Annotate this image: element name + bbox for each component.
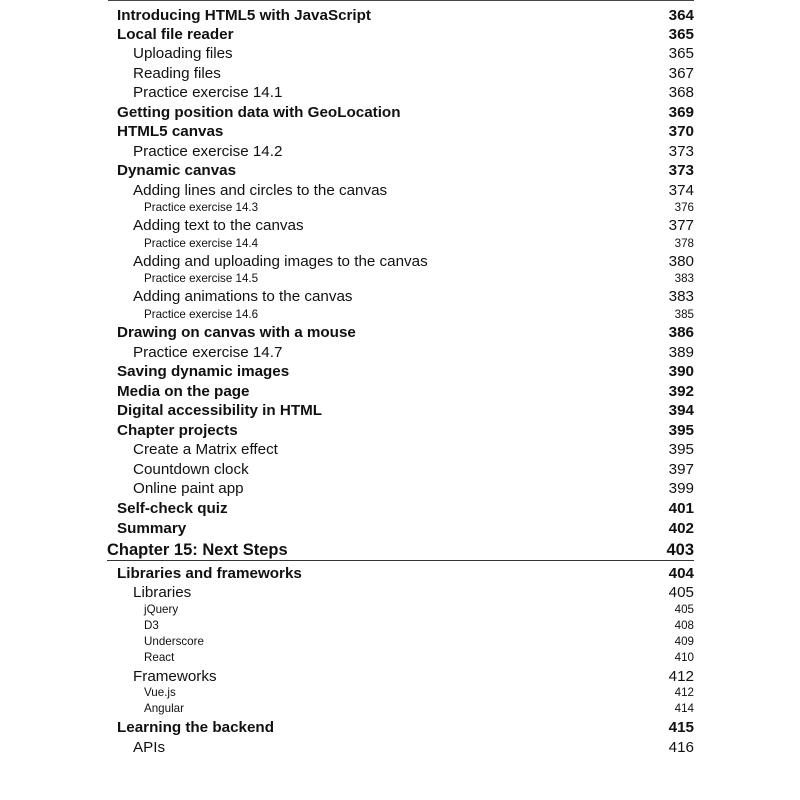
toc-entry-title: Countdown clock (133, 461, 249, 479)
toc-subsubsection-entry[interactable] (144, 703, 694, 715)
toc-entry-page: 385 (674, 308, 694, 322)
toc-entry-title: Saving dynamic images (117, 363, 290, 381)
toc-subsection-entry[interactable] (133, 585, 694, 600)
toc-subsection-entry[interactable] (133, 442, 694, 457)
toc-entry-page: 401 (668, 500, 694, 518)
toc-section-entry[interactable] (117, 720, 694, 735)
toc-entry-page: 378 (674, 237, 694, 251)
toc-entry-title: Chapter 15: Next Steps (107, 541, 288, 560)
toc-section-entry[interactable] (117, 501, 694, 516)
chapter-divider (107, 560, 694, 561)
toc-entry-page: 392 (668, 383, 694, 401)
toc-entry-page: 412 (668, 668, 694, 686)
toc-entry-page: 397 (668, 461, 694, 479)
toc-section-entry[interactable] (117, 403, 694, 418)
toc-entry-page: 364 (668, 7, 694, 25)
toc-entry-page: 399 (668, 480, 694, 498)
toc-entry-title: Create a Matrix effect (133, 441, 278, 459)
toc-entry-title: Digital accessibility in HTML (117, 402, 323, 420)
toc-entry-title: jQuery (144, 603, 179, 617)
toc-entry-title: Adding text to the canvas (133, 217, 304, 235)
toc-entry-title: Adding animations to the canvas (133, 288, 353, 306)
toc-entry-title: Learning the backend (117, 719, 274, 737)
toc-entry-page: 380 (668, 253, 694, 271)
toc-entry-page: 368 (668, 84, 694, 102)
toc-entry-title: Online paint app (133, 480, 244, 498)
top-divider (108, 0, 694, 1)
toc-entry-title: Libraries (133, 584, 192, 602)
toc-entry-page: 410 (674, 651, 694, 665)
toc-entry-page: 415 (668, 719, 694, 737)
toc-section-entry[interactable] (117, 364, 694, 379)
toc-entry-page: 365 (668, 26, 694, 44)
toc-subsection-entry[interactable] (133, 669, 694, 684)
toc-entry-title: Practice exercise 14.1 (133, 84, 283, 102)
toc-entry-title: Practice exercise 14.3 (144, 201, 259, 215)
toc-entry-page: 374 (668, 182, 694, 200)
toc-subsection-entry[interactable] (133, 345, 694, 360)
toc-entry-title: Self-check quiz (117, 500, 228, 518)
toc-entry-page: 414 (674, 702, 694, 716)
toc-entry-title: APIs (133, 739, 166, 757)
toc-subsubsection-entry[interactable] (144, 620, 694, 632)
toc-entry-page: 386 (668, 324, 694, 342)
toc-section-entry[interactable] (117, 521, 694, 536)
toc-entry-title: Practice exercise 14.6 (144, 308, 259, 322)
toc-section-entry[interactable] (117, 566, 694, 581)
toc-entry-title: Reading files (133, 65, 221, 83)
toc-subsubsection-entry[interactable] (144, 636, 694, 648)
toc-entry-title: Getting position data with GeoLocation (117, 104, 401, 122)
toc-section-entry[interactable] (117, 384, 694, 399)
toc-entry-page: 390 (668, 363, 694, 381)
toc-section-entry[interactable] (117, 8, 694, 23)
toc-subsection-entry[interactable] (133, 85, 694, 100)
toc-entry-page: 404 (668, 565, 694, 583)
toc-entry-title: Local file reader (117, 26, 234, 44)
toc-entry-title: Libraries and frameworks (117, 565, 302, 583)
toc-subsubsection-entry[interactable] (144, 202, 694, 214)
toc-entry-page: 373 (668, 162, 694, 180)
toc-entry-title: Introducing HTML5 with JavaScript (117, 7, 371, 25)
toc-subsection-entry[interactable] (133, 462, 694, 477)
toc-entry-title: Drawing on canvas with a mouse (117, 324, 356, 342)
toc-entry-page: 376 (674, 201, 694, 215)
toc-subsection-entry[interactable] (133, 183, 694, 198)
toc-subsubsection-entry[interactable] (144, 273, 694, 285)
toc-entry-title: Practice exercise 14.4 (144, 237, 259, 251)
toc-entry-title: Angular (144, 702, 184, 716)
toc-entry-title: Uploading files (133, 45, 233, 63)
toc-section-entry[interactable] (117, 163, 694, 178)
toc-section-entry[interactable] (117, 124, 694, 139)
toc-entry-page: 367 (668, 65, 694, 83)
toc-entry-page: 369 (668, 104, 694, 122)
toc-entry-title: Practice exercise 14.5 (144, 272, 259, 286)
toc-entry-page: 383 (674, 272, 694, 286)
toc-subsubsection-entry[interactable] (144, 604, 694, 616)
toc-entry-title: Practice exercise 14.7 (133, 344, 283, 362)
toc-entry-page: 395 (668, 441, 694, 459)
toc-entry-title: Adding and uploading images to the canvas (133, 253, 428, 271)
toc-entry-page: 405 (674, 603, 694, 617)
toc-subsection-entry[interactable] (133, 481, 694, 496)
toc-entry-title: Chapter projects (117, 422, 238, 440)
toc-entry-page: 383 (668, 288, 694, 306)
toc-entry-page: 365 (668, 45, 694, 63)
toc-subsubsection-entry[interactable] (144, 652, 694, 664)
toc-entry-page: 370 (668, 123, 694, 141)
toc-entry-title: Summary (117, 520, 187, 538)
toc-entry-title: Underscore (144, 635, 204, 649)
toc-entry-page: 402 (668, 520, 694, 538)
toc-subsection-entry[interactable] (133, 218, 694, 233)
toc-subsection-entry[interactable] (133, 144, 694, 159)
toc-entry-title: Dynamic canvas (117, 162, 237, 180)
toc-entry-title: React (144, 651, 175, 665)
toc-subsection-entry[interactable] (133, 254, 694, 269)
toc-entry-title: D3 (144, 619, 159, 633)
toc-entry-page: 416 (668, 739, 694, 757)
toc-section-entry[interactable] (117, 325, 694, 340)
toc-entry-page: 373 (668, 143, 694, 161)
toc-entry-title: Adding lines and circles to the canvas (133, 182, 388, 200)
toc-entry-page: 403 (666, 541, 694, 560)
toc-entry-title: Frameworks (133, 668, 217, 686)
toc-subsection-entry[interactable] (133, 66, 694, 81)
toc-entry-page: 389 (668, 344, 694, 362)
toc-section-entry[interactable] (117, 423, 694, 438)
toc-subsection-entry[interactable] (133, 289, 694, 304)
chapter-heading-entry[interactable] (107, 542, 694, 559)
toc-entry-page: 412 (674, 686, 694, 700)
toc-entry-page: 405 (668, 584, 694, 602)
toc-section-entry[interactable] (117, 27, 694, 42)
toc-subsubsection-entry[interactable] (144, 238, 694, 250)
toc-entry-page: 408 (674, 619, 694, 633)
toc-entry-title: Practice exercise 14.2 (133, 143, 283, 161)
toc-entry-page: 377 (668, 217, 694, 235)
toc-section-entry[interactable] (117, 105, 694, 120)
toc-entry-page: 394 (668, 402, 694, 420)
toc-subsection-entry[interactable] (133, 46, 694, 61)
toc-subsubsection-entry[interactable] (144, 309, 694, 321)
toc-entry-title: Media on the page (117, 383, 250, 401)
toc-entry-page: 409 (674, 635, 694, 649)
toc-entry-title: HTML5 canvas (117, 123, 224, 141)
toc-entry-page: 395 (668, 422, 694, 440)
toc-entry-title: Vue.js (144, 686, 176, 700)
toc-subsubsection-entry[interactable] (144, 687, 694, 699)
toc-subsection-entry[interactable] (133, 740, 694, 755)
